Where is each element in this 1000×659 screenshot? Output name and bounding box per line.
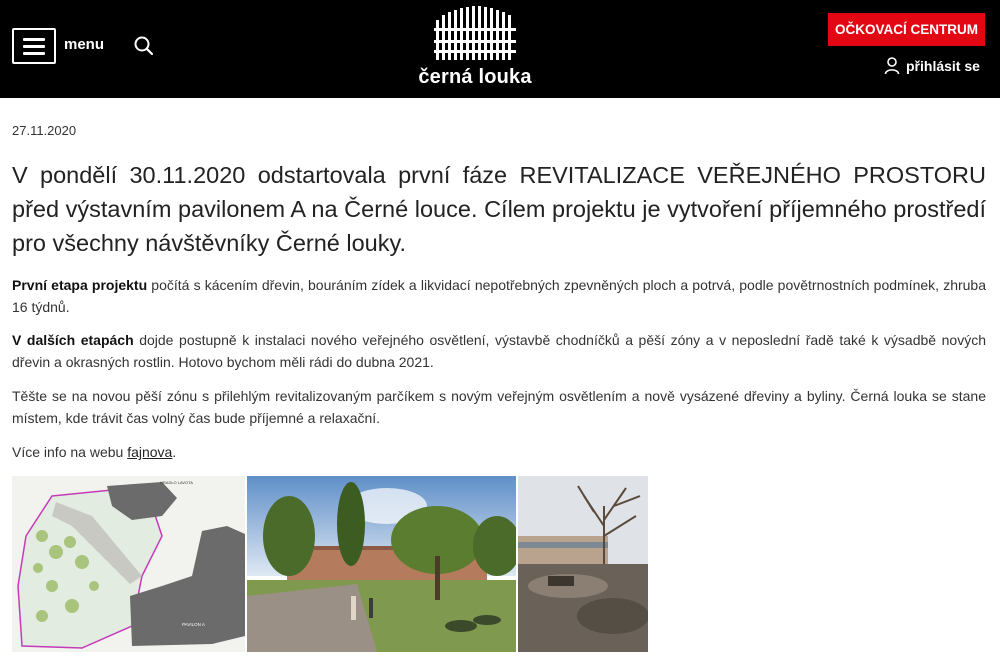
user-icon bbox=[884, 57, 900, 75]
search-icon[interactable] bbox=[133, 35, 155, 57]
paragraph-text: počítá s kácením dřevin, bouráním zídek a likvidací nepotřebných zpevněných ploch a potrvá, podle povětrnostních podmínek, zhruba 16 týdnů. bbox=[12, 277, 986, 315]
menu-label[interactable]: menu bbox=[64, 36, 105, 53]
login-link[interactable] bbox=[884, 57, 980, 75]
paragraph-next-stages bbox=[12, 329, 986, 373]
paragraph-more-info bbox=[12, 441, 986, 463]
map-label-pavilon: PAVILON A bbox=[182, 622, 205, 627]
hamburger-line-icon bbox=[23, 38, 45, 41]
site-logo[interactable] bbox=[412, 6, 538, 90]
paragraph-outlook: Těšte se na novou pěší zónu s přilehlým revitalizovaným parčíkem s novým veřejným osvětlením a nově vysázené dřeviny a byliny. Černá louka se stane místem, kde trávit čas volný čas bude příjemné a relaxační. bbox=[12, 388, 986, 426]
logo-gate-icon bbox=[434, 6, 516, 62]
vaccination-center-button[interactable]: OČKOVACÍ CENTRUM bbox=[828, 13, 985, 46]
hamburger-line-icon bbox=[23, 52, 45, 55]
article-date: 27.11.2020 bbox=[12, 123, 77, 138]
paragraph-bold-lead: První etapa projektu bbox=[12, 277, 148, 293]
map-label-hradlo: HRADLO LAVOTA bbox=[160, 480, 193, 485]
fajnova-link[interactable]: fajnova bbox=[127, 444, 173, 460]
hamburger-menu-button[interactable] bbox=[12, 28, 56, 64]
more-info-prefix: Více info na webu bbox=[12, 444, 128, 460]
construction-photo-image[interactable] bbox=[518, 476, 648, 652]
park-visualization-image[interactable] bbox=[247, 476, 516, 652]
paragraph-bold-lead: V dalších etapách bbox=[12, 332, 134, 348]
logo-text: černá louka bbox=[418, 66, 532, 88]
hamburger-line-icon bbox=[23, 45, 45, 48]
login-label: přihlásit se bbox=[906, 58, 980, 74]
paragraph-text: dojde postupně k instalaci nového veřejného osvětlení, výstavbě chodníčků a pěší zóny a v neposlední řadě také k výsadbě nových dřevin a okrasných rostlin. Hotovo bychom měli rádi do dubna 2021. bbox=[12, 332, 986, 370]
site-plan-image[interactable] bbox=[12, 476, 245, 652]
site-header bbox=[0, 0, 1000, 98]
paragraph-first-stage bbox=[12, 274, 986, 318]
article-title: V pondělí 30.11.2020 odstartovala první fáze REVITALIZACE VEŘEJNÉHO PROSTORU před výstavním pavilonem A na Černé louce. Cílem projektu je vytvoření příjemného prostředí pro všechny návštěvníky Černé louky. bbox=[12, 162, 986, 256]
more-info-suffix: . bbox=[172, 444, 177, 460]
